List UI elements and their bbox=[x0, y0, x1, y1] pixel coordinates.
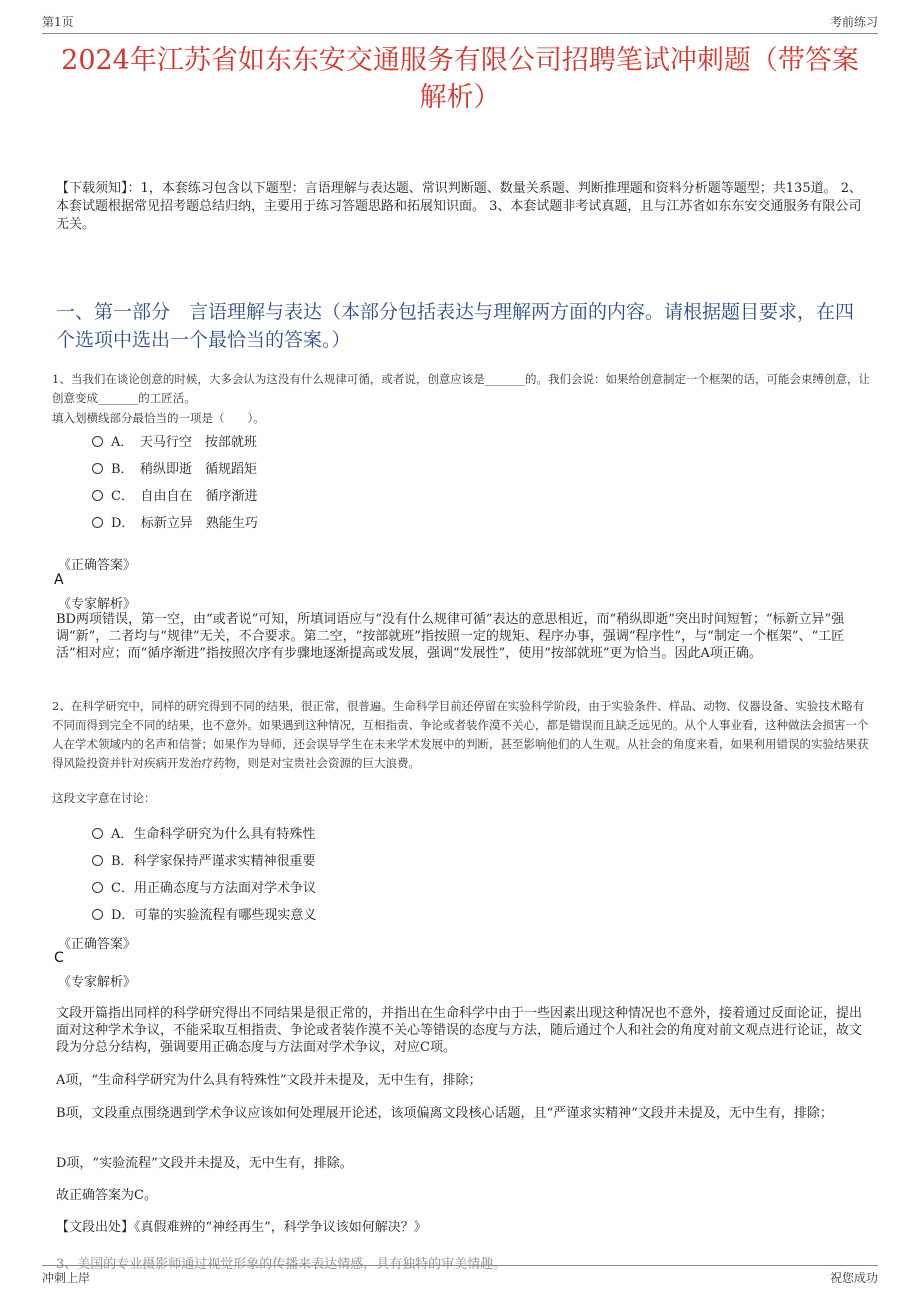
option-label: B． 稍纵即逝 循规蹈矩 bbox=[111, 462, 258, 477]
question-2-note-d: D项，“实验流程”文段并未提及，无中生有，排除。 bbox=[56, 1156, 353, 1171]
option-label: A． 天马行空 按部就班 bbox=[111, 435, 257, 450]
download-notice: 【下载须知】：1，本套练习包含以下题型：言语理解与表达题、常识判断题、数量关系题、判断推理题和资料分析题等题型；共135道。 2、本套试题根据常见招考题总结归纳，主要用于练习答题思路和拓展知识面。 3、本套试题非考试真题，且与江苏省如东东安交通服务有限公司无关。 bbox=[56, 181, 862, 232]
section-title: 一、第一部分 言语理解与表达（本部分包括表达与理解两方面的内容。请根据题目要求，在四个选项中选出一个最恰当的答案。） bbox=[56, 301, 855, 351]
question-2-option-a[interactable] bbox=[92, 823, 315, 842]
question-1-answer: A bbox=[54, 572, 64, 588]
footer-left: 冲刺上岸 bbox=[42, 1271, 91, 1285]
radio-icon[interactable] bbox=[92, 436, 103, 447]
question-1-option-d[interactable] bbox=[92, 512, 258, 531]
footer-right: 祝您成功 bbox=[829, 1271, 878, 1285]
question-2-option-b[interactable] bbox=[92, 850, 316, 869]
radio-icon[interactable] bbox=[92, 909, 103, 920]
question-3-partial: 3、美国的专业摄影师通过视觉形象的传播来表达情感，具有独特的审美情趣。 bbox=[56, 1257, 507, 1272]
question-1-analysis-label: 《专家解析》 bbox=[58, 597, 137, 612]
question-2-stem: 2、在科学研究中，同样的研究得到不同的结果，很正常，很普遍。生命科学目前还停留在实验科学阶段，由于实验条件、样品、动物、仪器设备、实验技术略有不同而得到完全不同的结果，也不意外。如果遇到这种情况，互相指责、争论或者装作漠不关心，都是错误而且缺乏远见的。从个人事业看，这种做法会损害一个人在学术领域内的名声和信誉；如果作为导师，还会误导学生在未来学术发展中的判断，甚至影响他们的人生观。从社会的角度来看，如果利用错误的实验结果获得风险投资并针对疾病开发治疗药物，则是对宝贵社会资源的巨大浪费。 bbox=[52, 699, 869, 770]
question-2-prompt: 这段文字意在讨论： bbox=[52, 791, 156, 805]
option-label: C． 自由自在 循序渐进 bbox=[111, 489, 258, 504]
question-1-analysis: BD两项错误，第一空，由“或者说”可知，所填词语应与“没有什么规律可循”表达的意思相近，而“稍纵即逝”突出时间短暂；“标新立异”强调“新”，二者均与“规律”无关，不合要求。第二空，“按部就班”指按照一定的规矩、程序办事，强调“程序性”，与“制定一个框架”、“工匠活”相对应；而“循序渐进”指按照次序有步骤地逐渐提高或发展，强调“发展性”，使用“按部就班”更为恰当。因此A项正确。 bbox=[56, 612, 845, 661]
page-header bbox=[42, 13, 878, 34]
question-1-option-c[interactable] bbox=[92, 485, 257, 504]
option-label: D． 标新立异 熟能生巧 bbox=[111, 516, 258, 531]
option-label: C．用正确态度与方法面对学术争议 bbox=[111, 881, 316, 896]
question-1-answer-label: 《正确答案》 bbox=[58, 558, 137, 573]
question-1-stem: 1、当我们在谈论创意的时候，大多会认为这没有什么规律可循，或者说，创意应该是_______的。我们会说：如果给创意制定一个框架的话，可能会束缚创意，让创意变成_______的工匠活。 bbox=[52, 372, 871, 405]
question-1-option-a[interactable] bbox=[92, 431, 257, 450]
option-label: D．可靠的实验流程有哪些现实意义 bbox=[111, 908, 317, 923]
radio-icon[interactable] bbox=[92, 828, 103, 839]
question-1-option-b[interactable] bbox=[92, 458, 257, 477]
radio-icon[interactable] bbox=[92, 463, 103, 474]
question-2-answer: C bbox=[54, 950, 64, 966]
question-2-conclusion: 故正确答案为C。 bbox=[56, 1188, 157, 1203]
question-2-analysis-label: 《专家解析》 bbox=[58, 975, 137, 990]
question-2-option-c[interactable] bbox=[92, 877, 316, 896]
header-label: 考前练习 bbox=[829, 15, 878, 29]
option-label: B．科学家保持严谨求实精神很重要 bbox=[111, 854, 316, 869]
question-2-option-d[interactable] bbox=[92, 904, 316, 923]
document-title: 2024年江苏省如东东安交通服务有限公司招聘笔试冲刺题（带答案解析） bbox=[61, 45, 859, 113]
question-2-answer-label: 《正确答案》 bbox=[58, 937, 137, 952]
page-footer bbox=[42, 1265, 878, 1287]
radio-icon[interactable] bbox=[92, 882, 103, 893]
question-2-source: 【文段出处】《真假难辨的“神经再生”，科学争议该如何解决？》 bbox=[56, 1220, 427, 1235]
question-2-note-b: B项，文段重点围绕遇到学术争议应该如何处理展开论述，该项偏离文段核心话题，且“严谨求实精神”文段并未提及，无中生有，排除； bbox=[56, 1106, 833, 1121]
question-1-prompt: 填入划横线部分最恰当的一项是（ ）。 bbox=[52, 411, 265, 425]
page-number: 第1页 bbox=[42, 15, 74, 29]
option-label: A．生命科学研究为什么具有特殊性 bbox=[111, 827, 316, 842]
question-2-note-a: A项，“生命科学研究为什么具有特殊性”文段并未提及，无中生有，排除； bbox=[56, 1073, 482, 1088]
radio-icon[interactable] bbox=[92, 490, 103, 501]
radio-icon[interactable] bbox=[92, 855, 103, 866]
radio-icon[interactable] bbox=[92, 517, 103, 528]
question-2-analysis: 文段开篇指出同样的科学研究得出不同结果是很正常的，并指出在生命科学中由于一些因素出现这种情况也不意外，接着通过反面论证，提出面对这种学术争议，不能采取互相指责、争论或者装作漠不关心等错误的态度与方法，随后通过个人和社会的角度对前文观点进行论证，故文段为分总分结构，强调要用正确态度与方法面对学术争议，对应C项。 bbox=[56, 1006, 863, 1055]
